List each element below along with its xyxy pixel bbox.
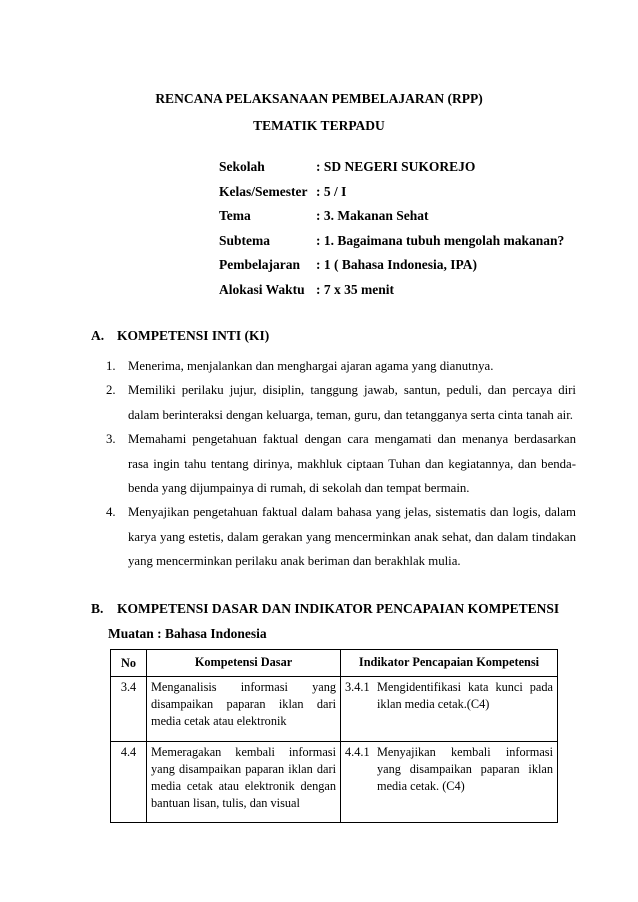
column-header-kd: Kompetensi Dasar	[147, 650, 341, 677]
identity-row-school	[219, 155, 564, 180]
list-text: Menyajikan pengetahuan faktual dalam bahasa yang jelas, sistematis dan logis, dalam karya yang estetis, dalam gerakan yang mencerminkan anak sehat, dan dalam tindakan yang mencerminkan perilaku anak beriman dan berakhlak mulia.	[128, 505, 576, 569]
indicator-code: 3.4.1	[345, 680, 370, 694]
identity-value: : 1 ( Bahasa Indonesia, IPA)	[316, 257, 478, 273]
section-letter: A.	[91, 328, 105, 343]
list-text: Memahami pengetahuan faktual dengan cara mengamati dan menanya berdasarkan rasa ingin tahu tentang dirinya, makhluk ciptaan Tuhan dan kegiatannya, dan benda-benda yang dijumpainya di rumah, di sekolah dan tempat bermain.	[128, 432, 576, 496]
section-title: KOMPETENSI INTI (KI)	[117, 328, 270, 343]
section-a-heading	[91, 328, 269, 344]
list-item	[106, 378, 576, 427]
identity-value: : SD NEGERI SUKOREJO	[316, 159, 476, 175]
identity-label: Kelas/Semester	[219, 183, 308, 199]
section-b-heading	[91, 601, 559, 617]
table-header-row	[111, 650, 558, 677]
list-number: 4.	[106, 505, 116, 520]
cell-indicator	[341, 741, 558, 823]
identity-label: Subtema	[219, 232, 271, 248]
indicator-text: Menyajikan kembali informasi yang disampaikan paparan iklan media cetak. (C4)	[377, 744, 553, 794]
core-competence-list	[106, 354, 576, 574]
list-number: 2.	[106, 383, 116, 398]
table-row	[111, 741, 558, 823]
column-header-indicator: Indikator Pencapaian Kompetensi	[341, 650, 558, 677]
section-title: KOMPETENSI DASAR DAN INDIKATOR PENCAPAIAN KOMPETENSI	[117, 601, 560, 616]
cell-indicator	[341, 677, 558, 742]
list-number: 3.	[106, 432, 116, 447]
list-item	[106, 500, 576, 573]
cell-no: 3.4	[111, 677, 147, 742]
identity-value: : 1. Bagaimana tubuh mengolah makanan?	[316, 232, 565, 248]
identity-row-class	[219, 180, 564, 205]
identity-label: Alokasi Waktu	[219, 281, 305, 297]
indicator-text: Mengidentifikasi kata kunci pada iklan media cetak.(C4)	[377, 680, 553, 712]
identity-row-time	[219, 278, 564, 303]
identity-label: Tema	[219, 208, 251, 224]
column-header-no: No	[111, 650, 147, 677]
identity-row-lesson	[219, 253, 564, 278]
list-text: Memiliki perilaku jujur, disiplin, tanggung jawab, santun, peduli, dan percaya diri dalam berinteraksi dengan keluarga, teman, guru, dan tetangganya serta cinta tanah air.	[128, 383, 576, 422]
identity-label: Pembelajaran	[219, 257, 300, 273]
table-row	[111, 677, 558, 742]
subject-label: Muatan : Bahasa Indonesia	[108, 626, 267, 641]
identity-value: : 3. Makanan Sehat	[316, 208, 429, 224]
list-item	[106, 354, 576, 378]
list-number: 1.	[106, 359, 116, 373]
identity-value: : 5 / I	[316, 183, 347, 199]
list-item	[106, 427, 576, 500]
cell-kd: Menganalisis informasi yang disampaikan paparan iklan dari media cetak atau elektronik	[147, 677, 341, 742]
competence-table	[110, 649, 558, 823]
list-text: Menerima, menjalankan dan menghargai ajaran agama yang dianutnya.	[128, 359, 494, 373]
document-subtitle: TEMATIK TERPADU	[253, 118, 385, 133]
identity-label: Sekolah	[219, 159, 265, 175]
indicator-code: 4.4.1	[345, 744, 370, 759]
identity-value: : 7 x 35 menit	[316, 281, 394, 297]
identity-block	[219, 155, 564, 302]
section-letter: B.	[91, 601, 104, 616]
identity-row-subtheme	[219, 229, 564, 254]
cell-no: 4.4	[111, 741, 147, 823]
identity-row-theme	[219, 204, 564, 229]
document-title: RENCANA PELAKSANAAN PEMBELAJARAN (RPP)	[155, 91, 483, 106]
cell-kd: Memeragakan kembali informasi yang disampaikan paparan iklan dari media cetak atau elektronik dengan bantuan lisan, tulis, dan visual	[147, 741, 341, 823]
